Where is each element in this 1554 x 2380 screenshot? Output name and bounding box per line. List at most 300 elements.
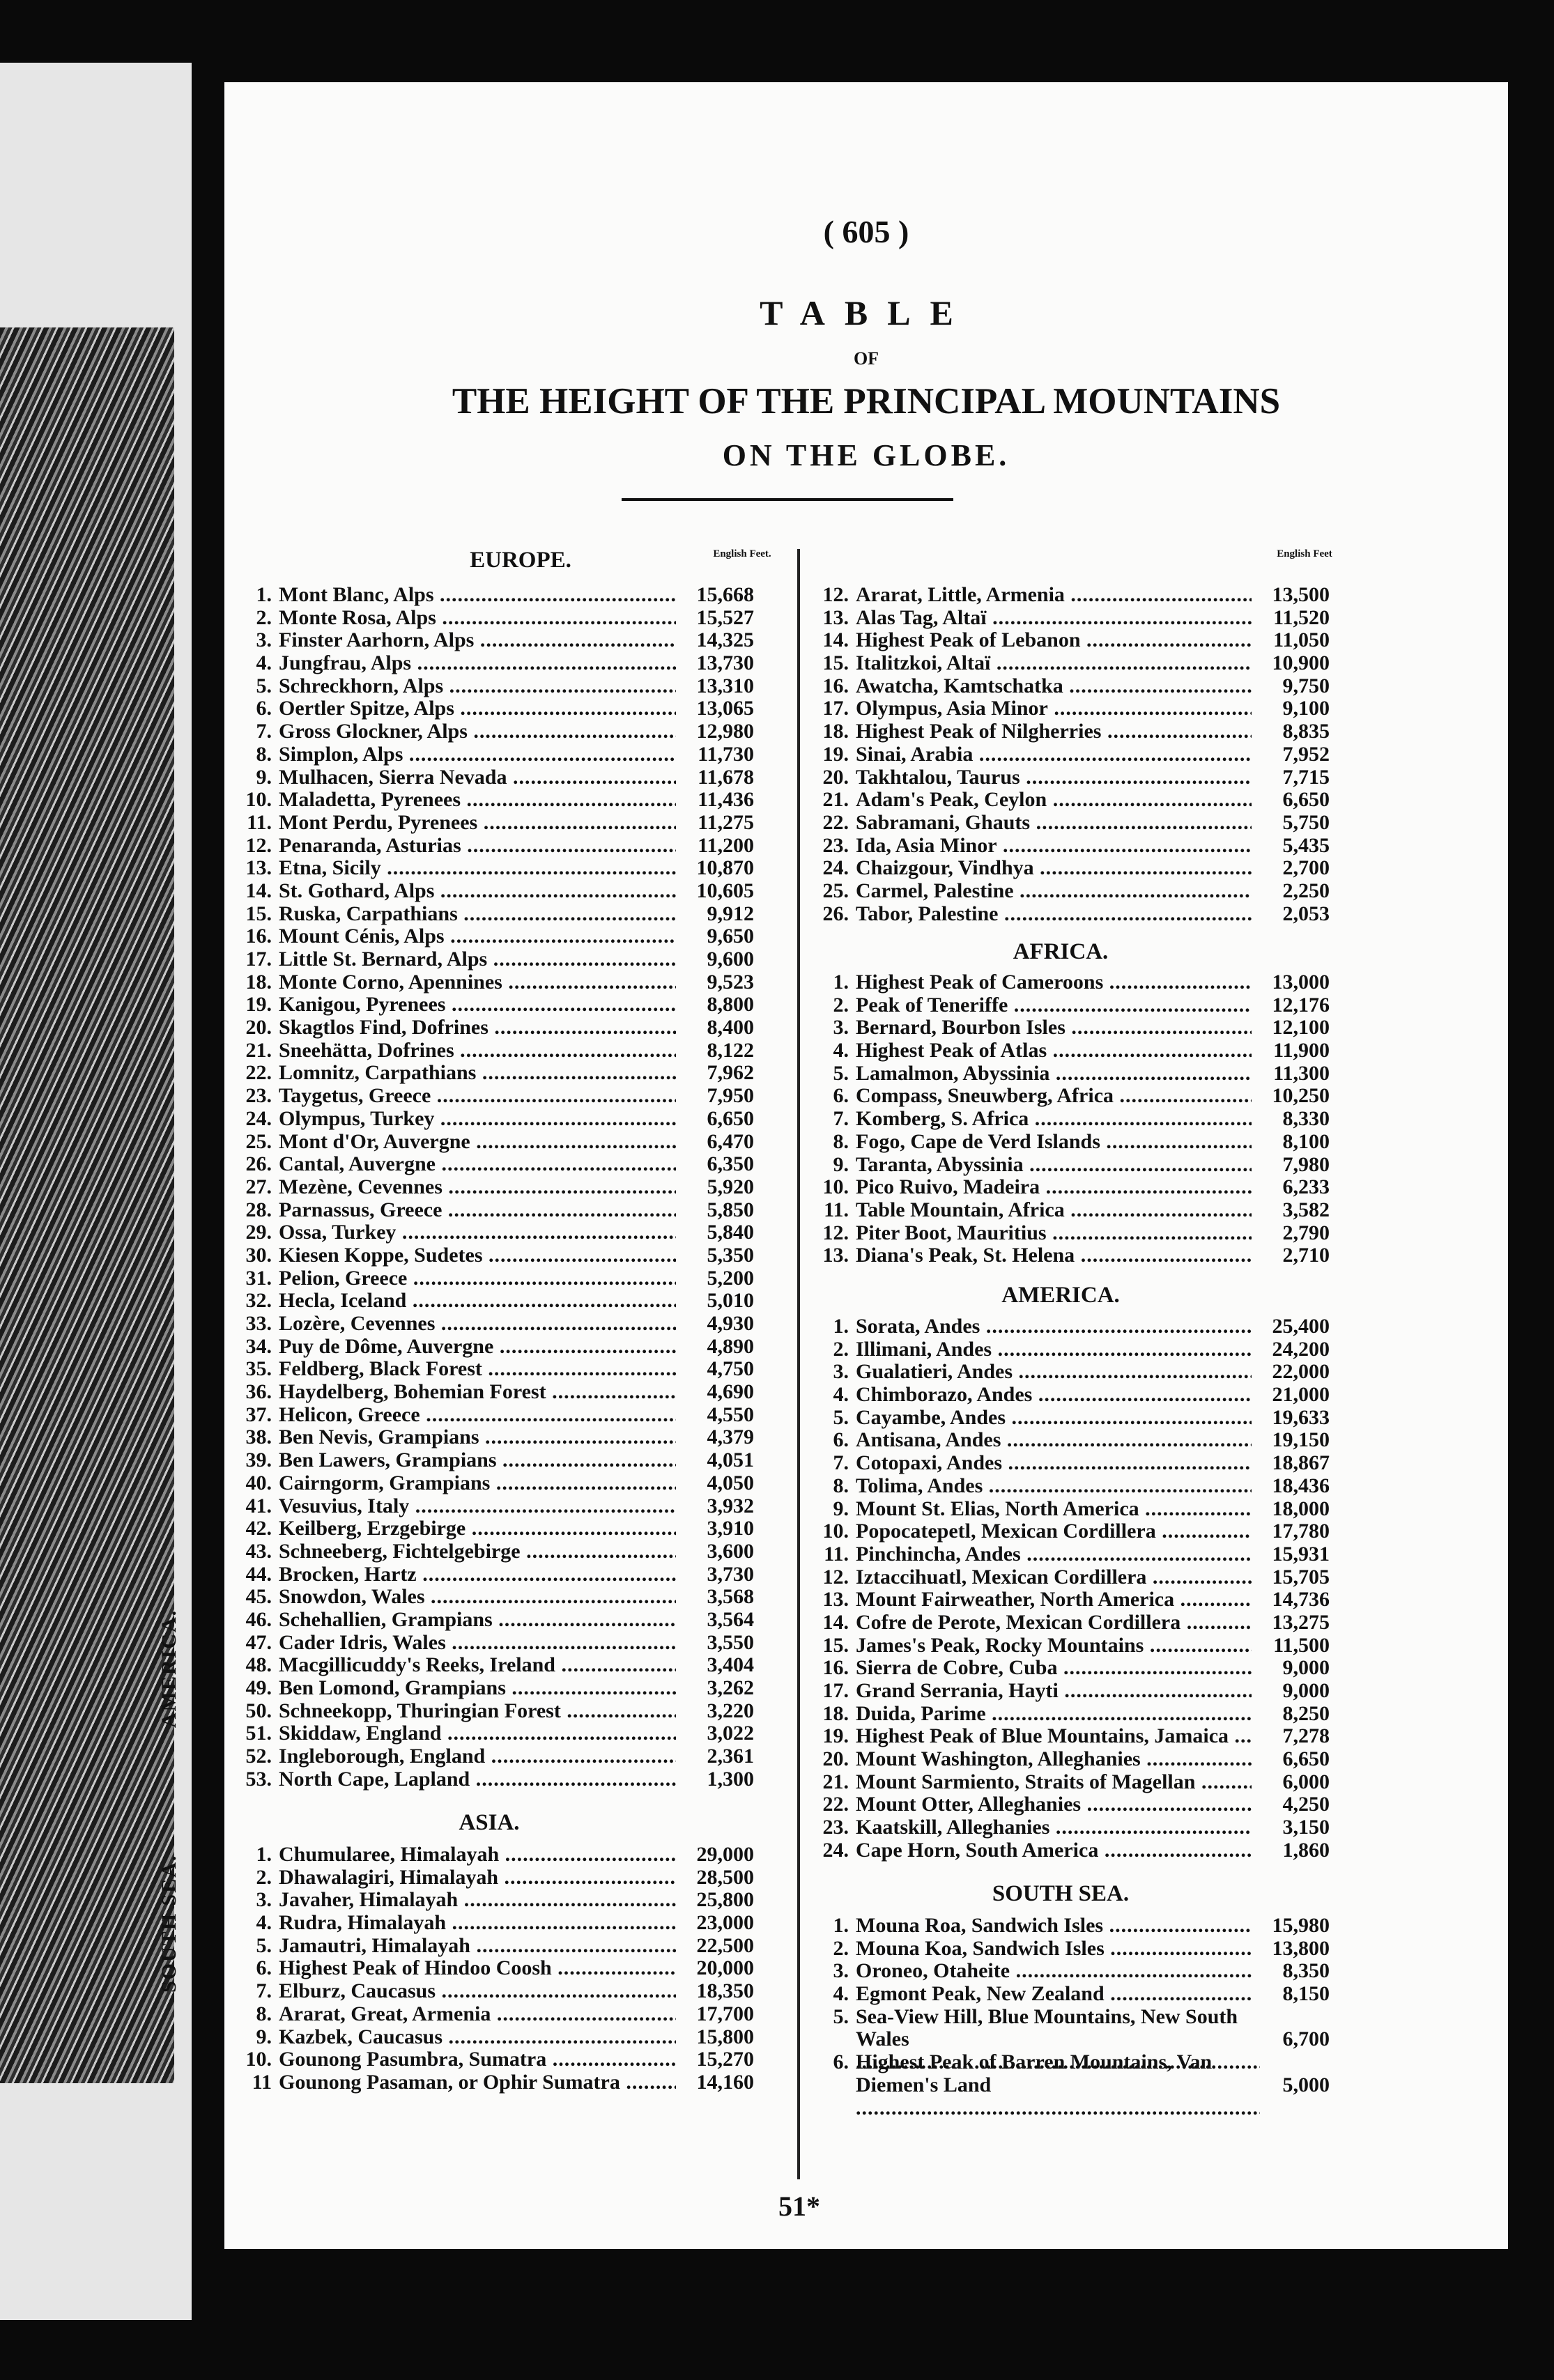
row-number: 28.	[245, 1198, 272, 1221]
height-feet: 4,050	[705, 1472, 755, 1495]
height-feet: 4,930	[705, 1313, 755, 1336]
mountain-row	[801, 2051, 1330, 2096]
mountain-name: Hecla, Iceland .....	[279, 1290, 676, 1313]
mountain-row	[224, 1404, 754, 1427]
mountain-row	[801, 1085, 1330, 1108]
mountain-row	[801, 1703, 1330, 1726]
mountain-name: Kiesen Koppe, Sudetes .....	[279, 1244, 676, 1267]
row-number: 5.	[833, 2004, 849, 2028]
height-feet: 24,200	[1270, 1338, 1330, 1361]
height-feet: 4,750	[705, 1358, 755, 1381]
height-feet: 9,523	[705, 971, 755, 994]
page-number: ( 605 )	[823, 214, 909, 249]
row-number: 34.	[245, 1334, 272, 1358]
row-number: 27.	[245, 1175, 272, 1198]
height-feet: 3,564	[705, 1609, 755, 1632]
row-number: 6.	[256, 1956, 272, 1980]
mountain-name: Mount St. Elias, North America .....	[856, 1498, 1252, 1521]
mountain-row	[224, 1131, 754, 1154]
mountain-row	[801, 903, 1330, 926]
height-feet: 7,715	[1280, 766, 1330, 789]
height-feet: 3,582	[1280, 1199, 1330, 1222]
mountain-row	[801, 1543, 1330, 1566]
height-feet: 25,400	[1270, 1315, 1330, 1338]
mountain-row	[224, 629, 754, 652]
mountain-row	[801, 1429, 1330, 1452]
mountain-name: Schneeberg, Fichtelgebirge .....	[279, 1540, 676, 1563]
mountain-row	[224, 1426, 754, 1449]
row-number: 22.	[822, 810, 849, 834]
mountain-row	[224, 789, 754, 812]
row-number: 6.	[833, 1084, 849, 1108]
mountain-row	[801, 1915, 1330, 1938]
mountain-name: Snowdon, Wales .....	[279, 1586, 676, 1609]
south-sea-list	[801, 1915, 1330, 2097]
height-feet: 11,436	[695, 789, 754, 812]
row-number: 36.	[245, 1380, 272, 1404]
height-feet: 9,650	[705, 925, 755, 948]
height-feet: 5,850	[705, 1199, 755, 1222]
row-number: 16.	[822, 674, 849, 697]
mountain-name: Antisana, Andes .....	[856, 1429, 1252, 1452]
height-feet: 11,520	[1270, 607, 1330, 630]
row-number: 53.	[245, 1767, 272, 1791]
height-feet: 4,051	[705, 1449, 755, 1472]
row-number: 4.	[833, 1039, 849, 1062]
mountain-row	[224, 880, 754, 903]
mountain-row	[801, 766, 1330, 789]
row-number: 10.	[245, 788, 272, 812]
row-number: 38.	[245, 1425, 272, 1449]
height-feet: 3,730	[705, 1563, 755, 1586]
mountain-name: Mount Washington, Alleghanies .....	[856, 1748, 1252, 1771]
height-feet: 1,860	[1280, 1839, 1330, 1862]
mountain-row	[801, 1199, 1330, 1222]
row-number: 33.	[245, 1312, 272, 1335]
height-feet: 13,500	[1270, 584, 1330, 607]
mountain-name: Kaatskill, Alleghanies .....	[856, 1816, 1252, 1839]
mountain-row	[801, 1612, 1330, 1635]
row-number: 17.	[822, 697, 849, 720]
row-number: 13.	[245, 856, 272, 880]
height-feet: 10,870	[694, 857, 755, 880]
height-feet: 19,633	[1270, 1407, 1330, 1430]
mountain-name: Mount Otter, Alleghanies .....	[856, 1793, 1252, 1816]
mountain-row	[224, 1244, 754, 1267]
row-number: 1.	[833, 1315, 849, 1338]
row-number: 21.	[822, 1770, 849, 1793]
height-feet: 8,835	[1280, 720, 1330, 743]
row-number: 23.	[245, 1084, 272, 1108]
height-feet: 6,470	[705, 1131, 755, 1154]
mountain-name: Skagtlos Find, Dofrines .....	[279, 1017, 676, 1040]
row-number: 49.	[245, 1676, 272, 1699]
mountain-name: Olympus, Turkey .....	[279, 1108, 676, 1131]
height-feet: 6,233	[1280, 1176, 1330, 1199]
mountain-row	[801, 1960, 1330, 1983]
mountain-row	[801, 1452, 1330, 1475]
mountain-row	[224, 584, 754, 607]
mountain-row	[224, 1700, 754, 1723]
height-feet: 2,700	[1280, 857, 1330, 880]
row-number: 30.	[245, 1243, 272, 1267]
mountain-name: Duida, Parime .....	[856, 1703, 1252, 1726]
mountain-name: Sorata, Andes .....	[856, 1315, 1252, 1338]
height-feet: 4,250	[1280, 1793, 1330, 1816]
mountain-row	[801, 1108, 1330, 1131]
row-number: 52.	[245, 1745, 272, 1768]
row-number: 41.	[245, 1494, 272, 1517]
height-feet: 12,980	[694, 720, 755, 743]
row-number: 15.	[822, 1633, 849, 1657]
row-number: 6.	[256, 697, 272, 720]
height-feet: 13,065	[694, 697, 755, 720]
mountain-name: Lamalmon, Abyssinia .....	[856, 1062, 1252, 1085]
mountain-row	[224, 994, 754, 1017]
height-feet: 3,600	[705, 1540, 755, 1563]
mountain-name: Sea-View Hill, Blue Mountains, New South Wales .....	[856, 2006, 1260, 2074]
row-number: 5.	[256, 674, 272, 697]
page-subtitle: ON THE GLOBE.	[722, 438, 1010, 472]
row-number: 12.	[822, 583, 849, 606]
mountain-row	[801, 1475, 1330, 1498]
mountain-name: Bernard, Bourbon Isles .....	[856, 1017, 1252, 1040]
height-feet: 17,780	[1270, 1520, 1330, 1543]
height-feet: 1,300	[705, 1768, 755, 1791]
mountain-name: Adam's Peak, Ceylon .....	[856, 789, 1252, 812]
height-feet: 11,050	[1270, 629, 1330, 652]
mountain-row	[224, 2026, 754, 2049]
mountain-row	[224, 835, 754, 858]
mountain-row	[224, 697, 754, 720]
height-feet: 4,379	[705, 1426, 755, 1449]
height-feet: 5,010	[705, 1290, 755, 1313]
height-feet: 9,912	[705, 903, 755, 926]
mountain-name: Jamautri, Himalayah .....	[279, 1935, 676, 1958]
mountain-name: Chimborazo, Andes .....	[856, 1384, 1252, 1407]
row-number: 19.	[822, 1724, 849, 1748]
mountain-row	[224, 1867, 754, 1890]
mountain-row	[801, 1222, 1330, 1245]
row-number: 1.	[833, 971, 849, 994]
asia-list-right	[801, 584, 1330, 925]
mountain-name: Mulhacen, Sierra Nevada .....	[279, 766, 676, 789]
mountain-name: Ossa, Turkey .....	[279, 1221, 676, 1244]
mountain-name: Keilberg, Erzgebirge .....	[279, 1517, 676, 1540]
height-feet: 8,122	[705, 1040, 755, 1062]
row-number: 21.	[822, 788, 849, 812]
mountain-row	[224, 971, 754, 994]
mountain-row	[224, 1153, 754, 1176]
height-feet: 8,330	[1280, 1108, 1330, 1131]
row-number: 10.	[822, 1520, 849, 1543]
height-feet: 25,800	[694, 1889, 755, 1912]
height-feet: 12,100	[1270, 1017, 1330, 1040]
height-feet: 23,000	[694, 1912, 755, 1935]
mountain-name: Taranta, Abyssinia .....	[856, 1154, 1252, 1177]
height-feet: 2,250	[1280, 880, 1330, 903]
mountain-name: Sabramani, Ghauts .....	[856, 812, 1252, 835]
mountain-name: Komberg, S. Africa .....	[856, 1108, 1252, 1131]
mountain-row	[224, 1267, 754, 1290]
mountain-name: Gross Glockner, Alps .....	[279, 720, 676, 743]
section-heading-america: AMERICA.	[1001, 1283, 1120, 1308]
height-feet: 2,710	[1280, 1244, 1330, 1267]
mountain-row	[801, 1938, 1330, 1961]
row-number: 48.	[245, 1653, 272, 1677]
row-number: 18.	[245, 970, 272, 994]
mountain-name: Cayambe, Andes .....	[856, 1407, 1252, 1430]
mountain-row	[801, 1131, 1330, 1154]
height-feet: 3,550	[705, 1632, 755, 1655]
mountain-name: Vesuvius, Italy .....	[279, 1495, 676, 1518]
europe-list	[224, 584, 754, 1791]
mountain-name: Ben Nevis, Grampians .....	[279, 1426, 676, 1449]
height-feet: 15,980	[1270, 1915, 1330, 1938]
mountain-name: Compass, Sneuwberg, Africa .....	[856, 1085, 1252, 1108]
row-number: 5.	[833, 1061, 849, 1085]
row-number: 6.	[833, 1428, 849, 1452]
mountain-row	[224, 1017, 754, 1040]
mountain-name: James's Peak, Rocky Mountains .....	[856, 1635, 1252, 1658]
row-number: 42.	[245, 1517, 272, 1540]
mountain-row	[801, 1384, 1330, 1407]
height-feet: 9,750	[1280, 675, 1330, 698]
mountain-row	[801, 584, 1330, 607]
asia-list-left	[224, 1844, 754, 2094]
height-feet: 2,053	[1280, 903, 1330, 926]
mountain-name: Highest Peak of Lebanon .....	[856, 629, 1252, 652]
height-feet: 15,527	[694, 607, 755, 630]
mountain-row	[801, 1635, 1330, 1658]
mountain-name: St. Gothard, Alps .....	[279, 880, 676, 903]
row-number: 16.	[245, 925, 272, 948]
height-feet: 11,275	[695, 812, 754, 835]
mountain-name: Penaranda, Asturias .....	[279, 835, 676, 858]
mountain-row	[224, 1313, 754, 1336]
mountain-row	[801, 697, 1330, 720]
mountain-name: Highest Peak of Hindoo Coosh .....	[279, 1957, 676, 1980]
mountain-name: Tabor, Palestine .....	[856, 903, 1252, 926]
height-feet: 18,350	[694, 1980, 755, 2003]
height-feet: 7,980	[1280, 1154, 1330, 1177]
mountain-name: Mezène, Cevennes .....	[279, 1176, 676, 1199]
height-feet: 7,962	[705, 1062, 755, 1085]
mountain-name: Monte Rosa, Alps .....	[279, 607, 676, 630]
row-number: 9.	[256, 765, 272, 789]
mountain-row	[224, 1290, 754, 1313]
row-number: 19.	[822, 742, 849, 766]
row-number: 40.	[245, 1471, 272, 1494]
row-number: 11	[252, 2070, 272, 2094]
mountain-name: Haydelberg, Bohemian Forest .....	[279, 1381, 676, 1404]
mountain-row	[224, 720, 754, 743]
mountain-name: Mont d'Or, Auvergne .....	[279, 1131, 676, 1154]
height-feet: 9,600	[705, 948, 755, 971]
mountain-row	[224, 925, 754, 948]
mountain-row	[801, 1154, 1330, 1177]
mountain-name: Cantal, Auvergne .....	[279, 1153, 676, 1176]
mountain-name: Jungfrau, Alps .....	[279, 652, 676, 675]
signature-mark: 51*	[778, 2190, 820, 2222]
height-feet: 15,931	[1270, 1543, 1330, 1566]
height-feet: 14,736	[1270, 1589, 1330, 1612]
mountain-name: Mouna Roa, Sandwich Isles .....	[856, 1915, 1252, 1938]
mountain-name: Oertler Spitze, Alps .....	[279, 697, 676, 720]
height-feet: 15,668	[694, 584, 755, 607]
mountain-row	[224, 1517, 754, 1540]
height-feet: 6,700	[1280, 2028, 1330, 2051]
height-feet: 2,790	[1280, 1222, 1330, 1245]
row-number: 7.	[833, 1451, 849, 1475]
row-number: 31.	[245, 1266, 272, 1290]
height-feet: 3,150	[1280, 1816, 1330, 1839]
row-number: 20.	[822, 1747, 849, 1771]
height-feet: 10,605	[694, 880, 755, 903]
mountain-name: Gounong Pasumbra, Sumatra .....	[279, 2048, 676, 2071]
height-feet: 5,750	[1280, 812, 1330, 835]
row-number: 2.	[256, 605, 272, 629]
row-number: 32.	[245, 1289, 272, 1313]
mountain-row	[224, 1085, 754, 1108]
mountain-name: Kanigou, Pyrenees .....	[279, 994, 676, 1017]
row-number: 25.	[822, 879, 849, 902]
mountain-row	[224, 1221, 754, 1244]
mountain-name: Lomnitz, Carpathians .....	[279, 1062, 676, 1085]
height-feet: 10,900	[1270, 652, 1330, 675]
mountain-name: Taygetus, Greece .....	[279, 1085, 676, 1108]
mountain-row	[801, 1338, 1330, 1361]
height-feet: 15,705	[1270, 1566, 1330, 1589]
mountain-name: Highest Peak of Atlas .....	[856, 1040, 1252, 1062]
height-feet: 7,950	[705, 1085, 755, 1108]
height-feet: 9,000	[1280, 1657, 1330, 1680]
row-number: 13.	[822, 1244, 849, 1267]
height-feet: 10,250	[1270, 1085, 1330, 1108]
mountain-name: Pelion, Greece .....	[279, 1267, 676, 1290]
row-number: 35.	[245, 1357, 272, 1381]
row-number: 4.	[256, 1911, 272, 1935]
mountain-name: Dhawalagiri, Himalayah .....	[279, 1867, 676, 1890]
mountain-name: Ben Lawers, Grampians .....	[279, 1449, 676, 1472]
mountain-name: Takhtalou, Taurus .....	[856, 766, 1252, 789]
mountain-row	[224, 607, 754, 630]
height-feet: 8,150	[1280, 1983, 1330, 2006]
mountain-name: Illimani, Andes .....	[856, 1338, 1252, 1361]
mountain-row	[224, 1176, 754, 1199]
row-number: 9.	[833, 1152, 849, 1176]
mountain-name: Pinchincha, Andes .....	[856, 1543, 1252, 1566]
height-feet: 5,840	[705, 1221, 755, 1244]
mountain-row	[224, 2071, 754, 2094]
mountain-row	[224, 1609, 754, 1632]
height-feet: 13,310	[694, 675, 755, 698]
height-feet: 6,650	[705, 1108, 755, 1131]
mountain-row	[801, 607, 1330, 630]
mountain-row	[801, 1361, 1330, 1384]
mountain-name: Ingleborough, England .....	[279, 1745, 676, 1768]
row-number: 18.	[822, 1701, 849, 1725]
mountain-row	[224, 1745, 754, 1768]
mountain-row	[224, 1040, 754, 1062]
mountain-row	[801, 1725, 1330, 1748]
mountain-row	[224, 857, 754, 880]
book-page	[224, 82, 1508, 2249]
row-number: 3.	[833, 1360, 849, 1384]
mountain-name: Highest Peak of Nilgherries .....	[856, 720, 1252, 743]
height-feet: 9,000	[1280, 1680, 1330, 1703]
row-number: 3.	[256, 1888, 272, 1912]
height-feet: 3,262	[705, 1677, 755, 1700]
mountain-name: Cairngorm, Grampians .....	[279, 1472, 676, 1495]
mountain-row	[224, 1722, 754, 1745]
mountain-row	[801, 675, 1330, 698]
height-feet: 11,500	[1270, 1635, 1330, 1658]
mountain-row	[801, 1040, 1330, 1062]
mountain-name: Ida, Asia Minor .....	[856, 835, 1252, 858]
height-feet: 28,500	[694, 1867, 755, 1890]
height-feet: 15,270	[694, 2048, 755, 2071]
height-feet: 4,690	[705, 1381, 755, 1404]
mountain-row	[224, 1957, 754, 1980]
height-feet: 11,900	[1270, 1040, 1330, 1062]
section-heading-south-sea: SOUTH SEA.	[992, 1881, 1130, 1906]
row-number: 24.	[245, 1106, 272, 1130]
row-number: 23.	[822, 1816, 849, 1839]
row-number: 2.	[833, 993, 849, 1017]
mountain-name: Diana's Peak, St. Helena .....	[856, 1244, 1252, 1267]
height-feet: 6,650	[1280, 789, 1330, 812]
height-feet: 11,300	[1270, 1062, 1330, 1085]
mountain-row	[224, 2003, 754, 2026]
height-feet: 5,435	[1280, 835, 1330, 858]
title-of: OF	[853, 348, 879, 369]
mountain-row	[801, 629, 1330, 652]
mountain-row	[801, 1771, 1330, 1794]
mountain-name: Finster Aarhorn, Alps .....	[279, 629, 676, 652]
page-title: THE HEIGHT OF THE PRINCIPAL MOUNTAINS	[452, 381, 1281, 422]
mountain-name: Sinai, Arabia .....	[856, 743, 1252, 766]
row-number: 25.	[245, 1129, 272, 1153]
mountain-row	[801, 1983, 1330, 2006]
row-number: 6.	[833, 2050, 849, 2074]
row-number: 37.	[245, 1402, 272, 1426]
mountain-row	[801, 1017, 1330, 1040]
height-feet: 6,000	[1280, 1771, 1330, 1794]
row-number: 3.	[833, 1016, 849, 1040]
mountain-name: Grand Serrania, Hayti .....	[856, 1680, 1252, 1703]
mountain-name: Schehallien, Grampians .....	[279, 1609, 676, 1632]
mountain-name: Chumularee, Himalayah .....	[279, 1844, 676, 1867]
mountain-name: Highest Peak of Barren Mountains, Van Diemen's Land .....	[856, 2051, 1260, 2119]
row-number: 1.	[256, 1843, 272, 1866]
row-number: 10.	[822, 1175, 849, 1199]
mountain-name: Monte Corno, Apennines .....	[279, 971, 676, 994]
mountain-name: Oroneo, Otaheite .....	[856, 1960, 1252, 1983]
row-number: 45.	[245, 1585, 272, 1609]
row-number: 16.	[822, 1656, 849, 1680]
row-number: 11.	[824, 1198, 849, 1221]
row-number: 47.	[245, 1630, 272, 1654]
row-number: 29.	[245, 1221, 272, 1244]
row-number: 8.	[256, 742, 272, 766]
row-number: 8.	[833, 1474, 849, 1497]
mountain-name: Mont Perdu, Pyrenees .....	[279, 812, 676, 835]
mountain-name: Simplon, Alps .....	[279, 743, 676, 766]
mountain-name: Brocken, Hartz .....	[279, 1563, 676, 1586]
mountain-row	[224, 1563, 754, 1586]
mountain-row	[224, 675, 754, 698]
